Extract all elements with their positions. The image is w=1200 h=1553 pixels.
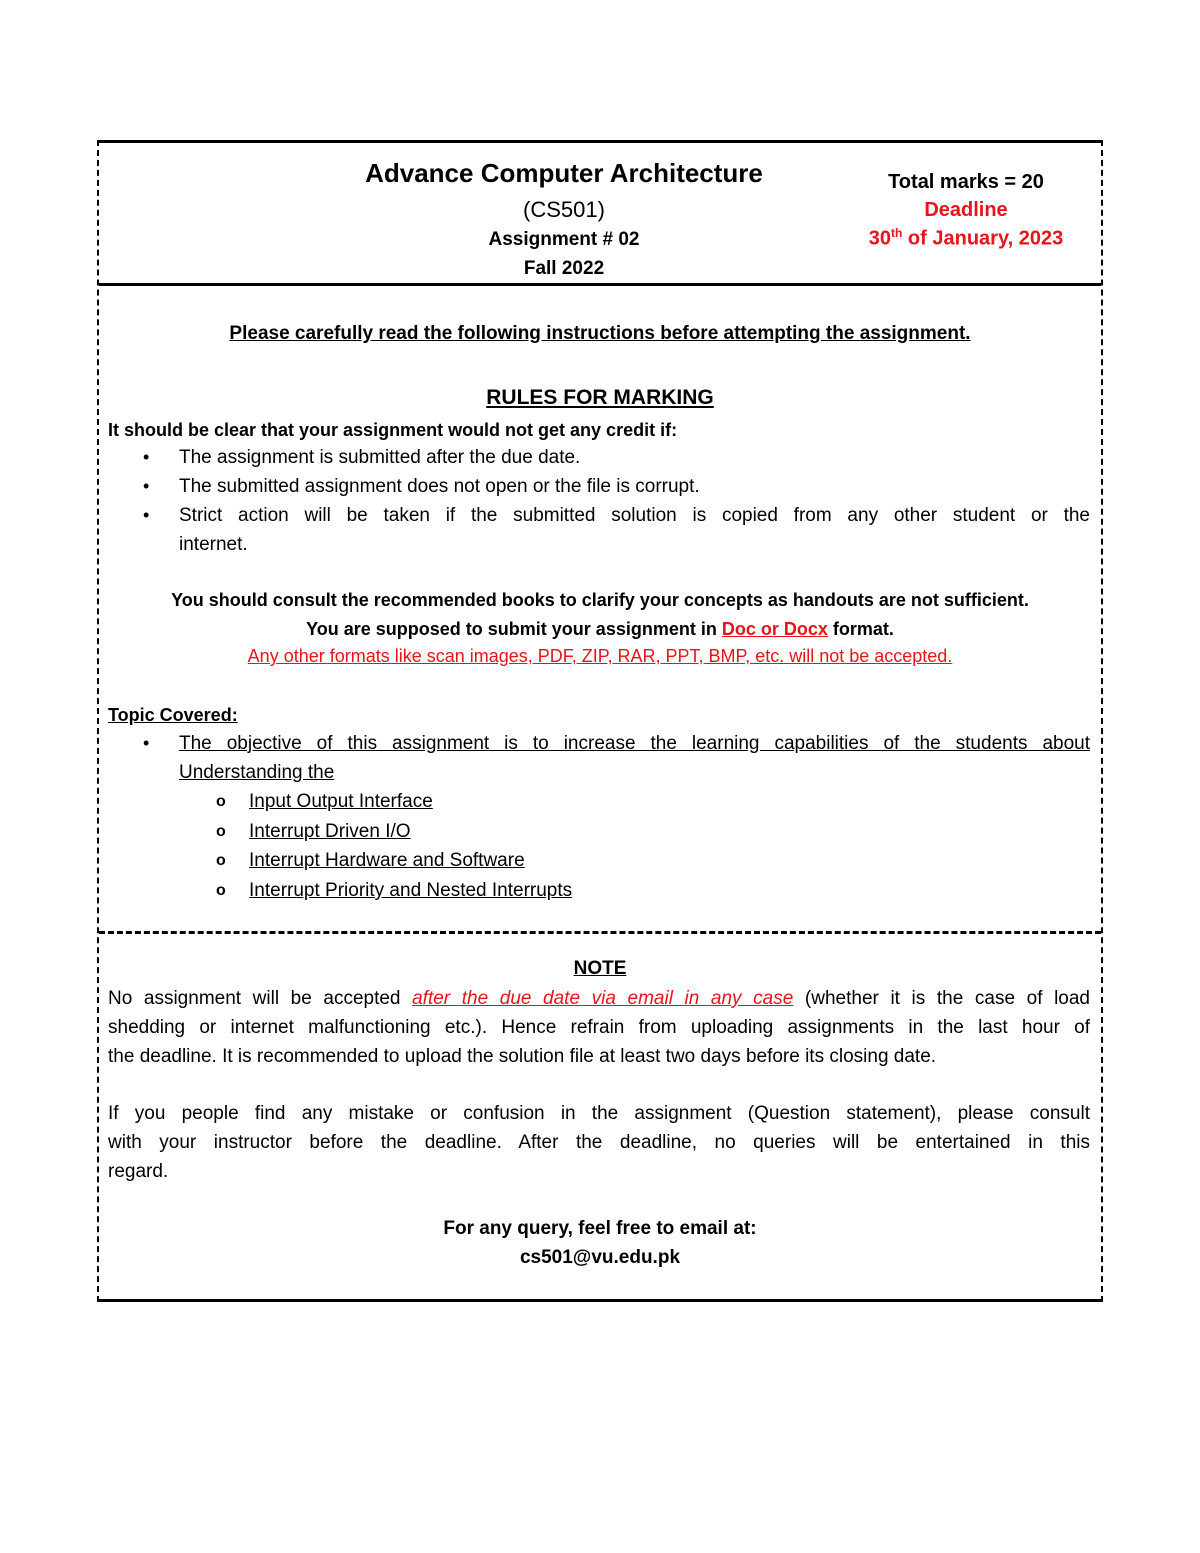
topic-objective: The objective of this assignment is to increase the learning capabilities of the students about [179,733,1090,754]
contact-email[interactable]: cs501@vu.edu.pk [519,1247,681,1268]
mistake-paragraph-line: If you people find any mistake or confusion in the assignment (Question statement), please consult [108,1103,1090,1124]
deadline-label: Deadline [924,199,1008,221]
note-suffix: (whether it is the case of load [793,988,1090,1009]
header-divider [99,283,1101,286]
rule-item-continued: internet. [179,534,248,555]
bullet-icon: • [143,505,150,525]
topic-item: Interrupt Hardware and Software [249,850,525,871]
rules-intro: It should be clear that your assignment would not get any credit if: [108,420,678,440]
deadline-rest: of January, 2023 [902,227,1064,250]
rule-item: Strict action will be taken if the submitted solution is copied from any other student or the [179,505,1090,526]
query-note: For any query, feel free to email at: [443,1218,757,1239]
sub-bullet-icon: o [216,852,226,869]
document-frame [97,140,1103,1302]
deadline-date [846,226,1086,251]
note-prefix: No assignment will be accepted [108,988,413,1009]
topic-item: Interrupt Driven I/O [249,821,411,842]
note-paragraph-line: shedding or internet malfunctioning etc.). Hence refrain from uploading assignments in the last hour of [108,1017,1090,1038]
rule-item: The assignment is submitted after the due date. [179,447,581,468]
section-divider [99,931,1101,934]
course-code: (CS501) [523,197,605,222]
bullet-icon: • [143,447,150,467]
rules-heading: RULES FOR MARKING [486,386,714,409]
topic-item: Interrupt Priority and Nested Interrupts [249,880,573,901]
mistake-paragraph-line: with your instructor before the deadline. After the deadline, no queries will be entertained in this [108,1132,1090,1153]
rejected-formats-warning: Any other formats like scan images, PDF, ZIP, RAR, PPT, BMP, etc. will not be accepted. [247,646,953,666]
note-paragraph-line [108,988,1090,1010]
format-prefix: You are supposed to submit your assignment in [306,619,722,639]
instructions-heading: Please carefully read the following instructions before attempting the assignment. [229,323,971,344]
note-paragraph-line: the deadline. It is recommended to upload the solution file at least two days before its closing date. [108,1046,937,1067]
topic-objective-continued: Understanding the [179,762,335,783]
rule-item: The submitted assignment does not open or the file is corrupt. [179,476,700,497]
semester: Fall 2022 [523,258,605,279]
topic-item: Input Output Interface [249,791,433,812]
bullet-icon: • [143,476,150,496]
sub-bullet-icon: o [216,823,226,840]
total-marks: Total marks = 20 [888,171,1044,193]
consult-books-note: You should consult the recommended books to clarify your concepts as handouts are not sufficient. [171,590,1029,610]
assignment-number: Assignment # 02 [488,229,640,250]
deadline-suffix: th [891,226,903,240]
course-title: Advance Computer Architecture [365,158,763,188]
sub-bullet-icon: o [216,882,226,899]
note-highlight: after the due date via email in any case [412,988,794,1009]
format-suffix: format. [827,619,894,639]
topic-heading: Topic Covered: [108,705,238,725]
deadline-day: 30 [868,227,892,250]
mistake-paragraph-line: regard. [108,1161,169,1182]
sub-bullet-icon: o [216,793,226,810]
note-heading: NOTE [573,958,627,979]
format-requirement [0,619,1200,640]
format-highlight: Doc or Docx [721,619,828,639]
bullet-icon: • [143,733,150,753]
